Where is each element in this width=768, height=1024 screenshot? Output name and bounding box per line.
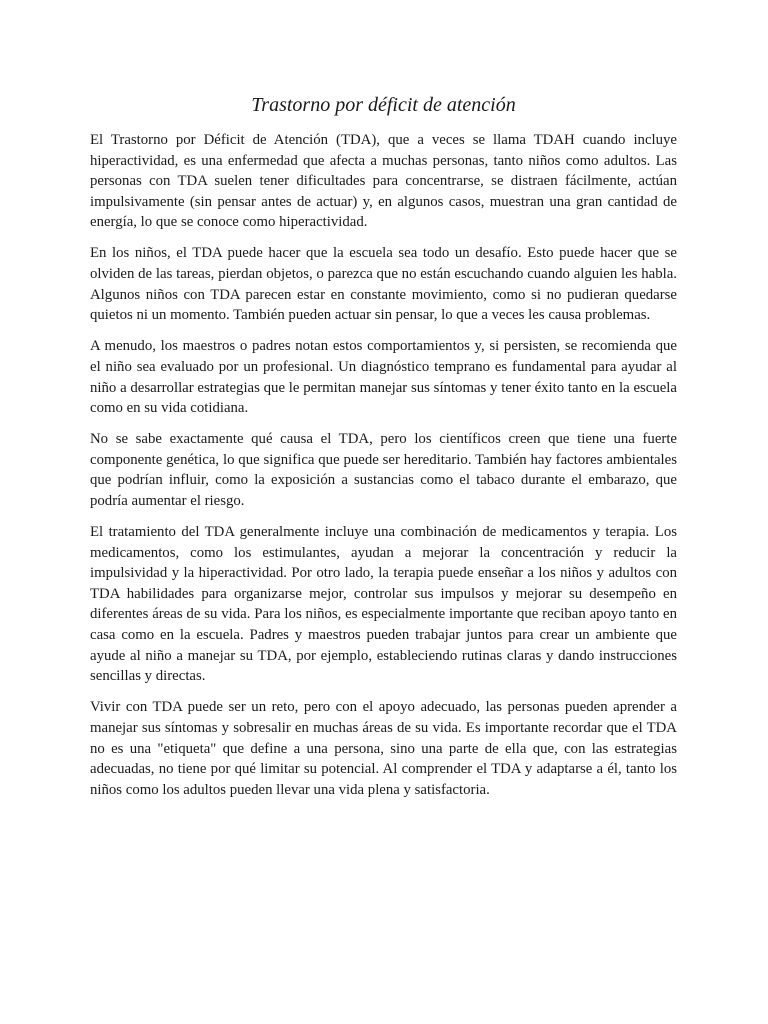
paragraph-4: No se sabe exactamente qué causa el TDA, pero los científicos creen que tiene una fuerte componente genética, lo que significa que puede ser hereditario. También hay factores ambientales que podrían influir, como la exposición a sustancias como el tabaco durante el embarazo, que podría aumentar el riesgo. [90,431,677,509]
document-body [90,130,677,811]
paragraph-6: Vivir con TDA puede ser un reto, pero con el apoyo adecuado, las personas pueden aprender a manejar sus síntomas y sobresalir en muchas áreas de su vida. Es importante recordar que el TDA no es una "etiqueta" que define a una persona, sino una parte de ella que, con las estrategias adecuadas, no tiene por qué limitar su potencial. Al comprender el TDA y adaptarse a él, tanto los niños como los adultos pueden llevar una vida plena y satisfactoria. [90,699,677,798]
paragraph-1: El Trastorno por Déficit de Atención (TDA), que a veces se llama TDAH cuando incluye hiperactividad, es una enfermedad que afecta a muchas personas, tanto niños como adultos. Las personas con TDA suelen tener dificultades para concentrarse, se distraen fácilmente, actúan impulsivamente (sin pensar antes de actuar) y, en algunos casos, muestran una gran cantidad de energía, lo que se conoce como hiperactividad. [90,132,677,231]
paragraph-3: A menudo, los maestros o padres notan estos comportamientos y, si persisten, se recomienda que el niño sea evaluado por un profesional. Un diagnóstico temprano es fundamental para ayudar al niño a desarrollar estrategias que le permitan manejar sus síntomas y tener éxito tanto en la escuela como en su vida cotidiana. [90,338,677,417]
paragraph-5: El tratamiento del TDA generalmente incluye una combinación de medicamentos y terapia. Los medicamentos, como los estimulantes, ayudan a mejorar la concentración y reducir la impulsividad y la hiperactividad. Por otro lado, la terapia puede enseñar a los niños y adultos con TDA habilidades para organizarse mejor, controlar sus impulsos y mejorar su desempeño en diferentes áreas de su vida. Para los niños, es especialmente importante que reciban apoyo tanto en casa como en la escuela. Padres y maestros pueden trabajar juntos para crear un ambiente que ayude al niño a manejar su TDA, por ejemplo, estableciendo rutinas claras y dando instrucciones sencillas y directas. [90,524,677,685]
paragraph-2: En los niños, el TDA puede hacer que la escuela sea todo un desafío. Esto puede hacer que se olviden de las tareas, pierdan objetos, o parezca que no están escuchando cuando alguien les habla. Algunos niños con TDA parecen estar en constante movimiento, como si no pudieran quedarse quietos ni un momento. También pueden actuar sin pensar, lo que a veces les causa problemas. [90,245,677,324]
document-title: Trastorno por déficit de atención [251,94,516,116]
